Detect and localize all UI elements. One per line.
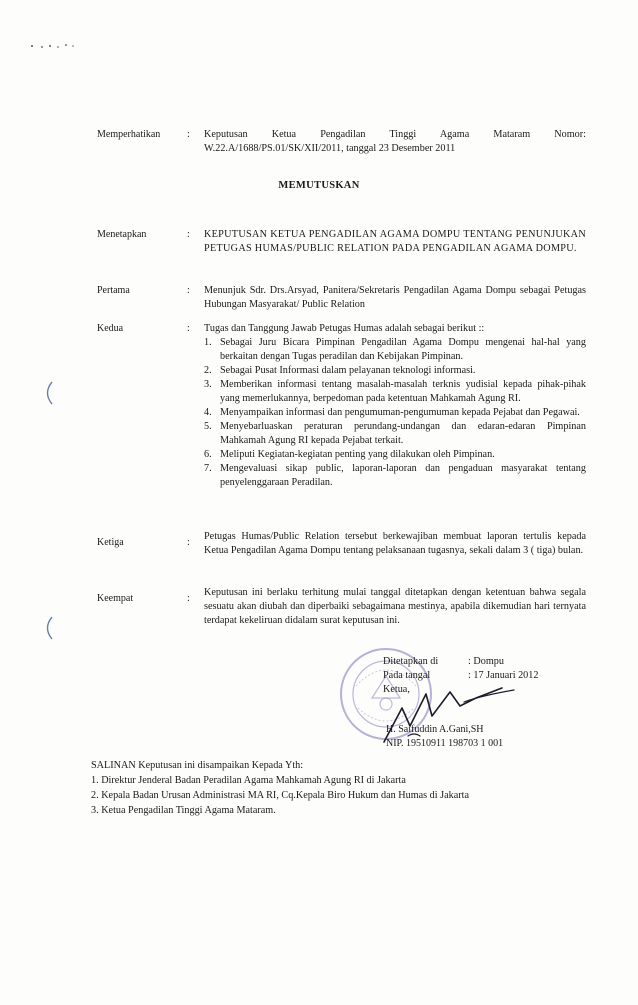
item-text: Memberikan informasi tentang masalah-masalah terknis yudisial kepada pihak-pihak yang memerlukannya, berpedoman pada ketentuan Mahkamah Agung RI. xyxy=(220,379,586,404)
list-item xyxy=(204,462,586,490)
signer-nip: NIP. 19510911 198703 1 001 xyxy=(386,738,504,749)
item-number: 6. xyxy=(204,449,212,460)
colon: : xyxy=(187,229,190,240)
item-number: 7. xyxy=(204,463,212,474)
item-number: 5. xyxy=(204,421,212,432)
date-value: : 17 Januari 2012 xyxy=(468,670,539,681)
section-text: KEPUTUSAN KETUA PENGADILAN AGAMA DOMPU TENTANG PENUNJUKAN PETUGAS HUMAS/PUBLIC RELATION PADA PENGADILAN AGAMA DOMPU. xyxy=(204,229,586,254)
colon: : xyxy=(187,323,190,334)
list-item xyxy=(204,378,586,406)
copy-recipient-list xyxy=(91,773,561,818)
item-text: Kepala Badan Urusan Administrasi MA RI, Cq.Kepala Biro Hukum dan Humas di Jakarta xyxy=(101,790,470,801)
signer-title: Ketua, xyxy=(383,684,410,695)
section-text: Keputusan Ketua Pengadilan Tinggi Agama Mataram Nomor: W.22.A/1688/PS.01/SK/XII/2011, tanggal 23 Desember 2011 xyxy=(204,129,586,154)
section-label: Pertama xyxy=(97,285,130,296)
item-text: Sebagai Juru Bicara Pimpinan Pengadilan Agama Dompu mengenai hal-hal yang berkaitan dengan Tugas peradilan dan Kebijakan Pimpinan. xyxy=(220,337,586,362)
list-item xyxy=(91,788,561,803)
colon: : xyxy=(187,129,190,140)
punch-hole-mark xyxy=(40,380,56,406)
list-item xyxy=(91,803,561,818)
item-text: Direktur Jenderal Badan Peradilan Agama Mahkamah Agung RI di Jakarta xyxy=(101,775,406,786)
date-label: Pada tangal xyxy=(383,670,431,681)
list-item xyxy=(204,406,586,420)
colon: : xyxy=(187,537,190,548)
list-item xyxy=(204,364,586,378)
item-number: 3. xyxy=(204,379,212,390)
item-text: Menyebarluaskan peraturan perundang-undangan dan edaran-edaran Pimpinan Mahkamah Agung RI kepada Pejabat terkait. xyxy=(220,421,586,446)
duty-list xyxy=(204,336,586,490)
list-item xyxy=(204,420,586,448)
list-item xyxy=(204,448,586,462)
section-label: Ketiga xyxy=(97,537,124,548)
item-text: Mengevaluasi sikap public, laporan-laporan dan pengaduan masyarakat tentang penyelenggaraan Peradilan. xyxy=(220,463,586,488)
section-label: Keempat xyxy=(97,593,134,604)
place-label: Ditetapkan di xyxy=(383,656,439,667)
scan-speck-mark xyxy=(28,40,78,52)
section-label: Menetapkan xyxy=(97,229,147,240)
list-item xyxy=(204,336,586,364)
item-text: Sebagai Pusat Informasi dalam pelayanan teknologi informasi. xyxy=(220,365,476,376)
section-label: Memperhatikan xyxy=(97,129,161,140)
section-label: Kedua xyxy=(97,323,124,334)
section-text: Petugas Humas/Public Relation tersebut berkewajiban membuat laporan tertulis kepada Ketua Pengadilan Agama Dompu tentang pelaksanaan tugasnya, sekali dalam 3 ( tiga) bulan. xyxy=(204,531,586,556)
colon: : xyxy=(187,593,190,604)
section-content xyxy=(204,322,586,490)
item-text: Menyampaikan informasi dan pengumuman-pengumuman kepada Pejabat dan Pegawai. xyxy=(220,407,580,418)
item-text: Ketua Pengadilan Tinggi Agama Mataram. xyxy=(101,805,276,816)
list-item xyxy=(91,773,561,788)
section-text: Keputusan ini berlaku terhitung mulai tanggal ditetapkan dengan ketentuan bahwa segala sesuatu akan diubah dan diperbaiki sebagaimana mestinya, apabila dikemudian hari ternyata terdapat kekeliruan didalam surat keputusan ini. xyxy=(204,587,586,626)
copy-distribution xyxy=(91,758,561,818)
decision-heading: MEMUTUSKAN xyxy=(278,180,360,191)
section-text: Menunjuk Sdr. Drs.Arsyad, Panitera/Sekretaris Pengadilan Agama Dompu sebagai Petugas Hubungan Masyarakat/ Public Relation xyxy=(204,285,586,310)
item-number: 2. xyxy=(91,790,99,801)
punch-hole-mark xyxy=(40,615,56,641)
item-number: 1. xyxy=(204,337,212,348)
section-intro: Tugas dan Tanggung Jawab Petugas Humas adalah sebagai berikut :: xyxy=(204,323,485,334)
item-number: 3. xyxy=(91,805,99,816)
item-number: 4. xyxy=(204,407,212,418)
item-text: Meliputi Kegiatan-kegiatan penting yang dilakukan oleh Pimpinan. xyxy=(220,449,495,460)
signer-name: H. Saifuddin A.Gani,SH xyxy=(386,724,484,735)
place-value: : Dompu xyxy=(468,656,504,667)
colon: : xyxy=(187,285,190,296)
item-number: 1. xyxy=(91,775,99,786)
copy-intro: SALINAN Keputusan ini disampaikan Kepada Yth: xyxy=(91,760,304,771)
signer-details xyxy=(386,723,503,751)
item-number: 2. xyxy=(204,365,212,376)
